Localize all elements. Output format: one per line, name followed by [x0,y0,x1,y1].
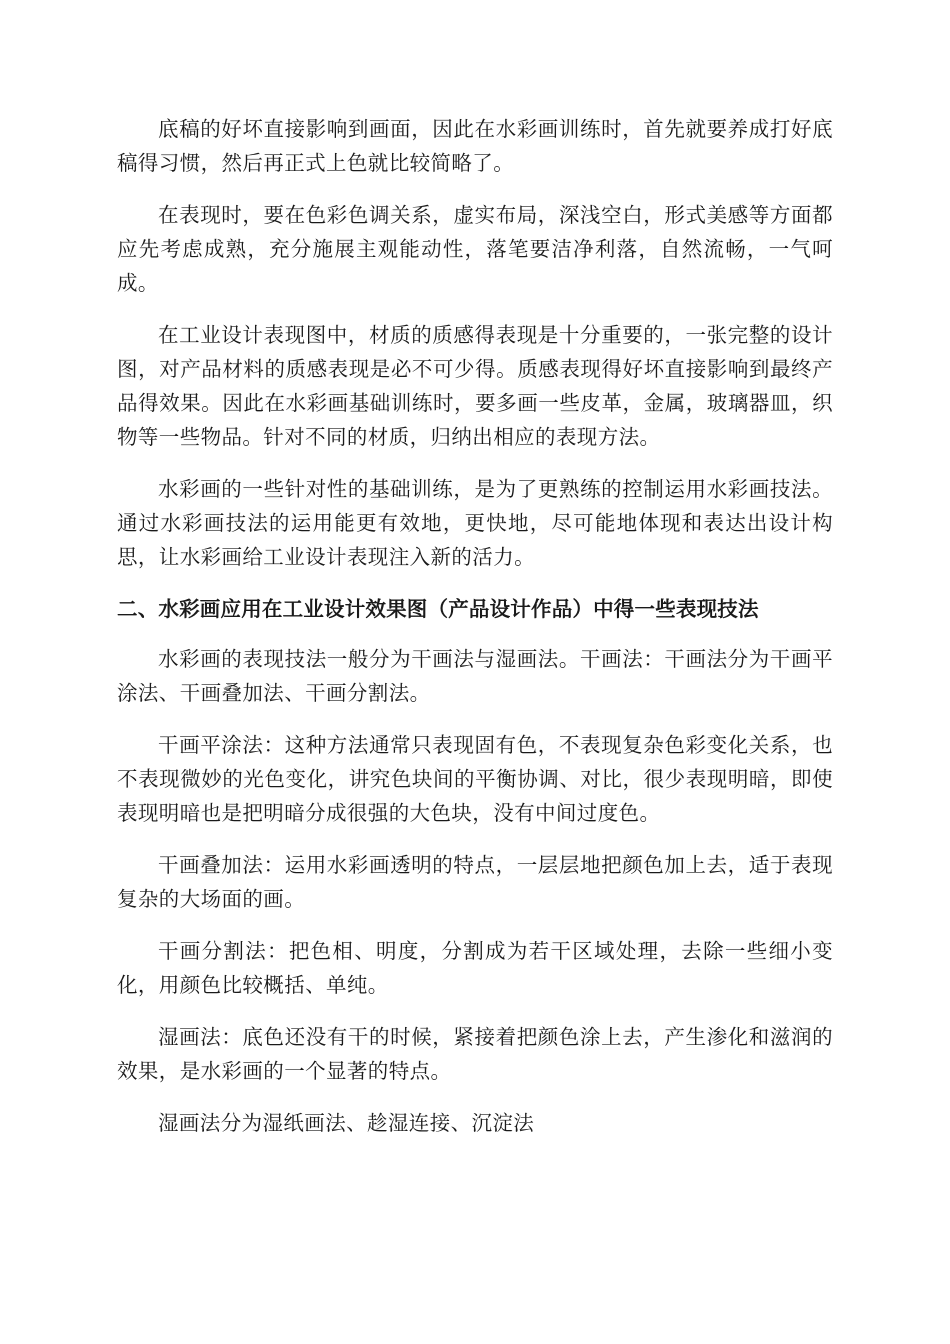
paragraph-basic-training: 水彩画的一些针对性的基础训练，是为了更熟练的控制运用水彩画技法。通过水彩画技法的运用能更有效地，更快地，尽可能地体现和表达出设计构思，让水彩画给工业设计表现注入新的活力。 [117,477,833,569]
paragraph-dry-layering: 干画叠加法：运用水彩画透明的特点，一层层地把颜色加上去，适于表现复杂的大场面的画。 [117,853,833,911]
paragraph-dry-division: 干画分割法：把色相、明度，分割成为若干区域处理，去除一些细小变化，用颜色比较概括、单纯。 [117,939,833,997]
paragraph-dry-flat: 干画平涂法：这种方法通常只表现固有色，不表现复杂色彩变化关系，也不表现微妙的光色变化，讲究色块间的平衡协调、对比，很少表现明暗，即使表现明暗也是把明暗分成很强的大色块，没有中间过度色。 [117,733,833,825]
paragraph-wet-method: 湿画法：底色还没有干的时候，紧接着把颜色涂上去，产生渗化和滋润的效果，是水彩画的一个显著的特点。 [117,1025,833,1083]
section-heading: 二、水彩画应用在工业设计效果图（产品设计作品）中得一些表现技法 [117,597,759,621]
paragraph-wet-types: 湿画法分为湿纸画法、趁湿连接、沉淀法 [158,1111,535,1135]
document-page [117,112,833,1158]
paragraph-draft-importance: 底稿的好坏直接影响到画面，因此在水彩画训练时，首先就要养成打好底稿得习惯，然后再正式上色就比较简略了。 [117,117,833,175]
paragraph-expression-planning: 在表现时，要在色彩色调关系，虚实布局，深浅空白，形式美感等方面都应先考虑成熟，充分施展主观能动性，落笔要洁净利落，自然流畅，一气呵成。 [117,203,833,295]
paragraph-material-texture: 在工业设计表现图中，材质的质感得表现是十分重要的，一张完整的设计图，对产品材料的质感表现是必不可少得。质感表现得好坏直接影响到最终产品得效果。因此在水彩画基础训练时，要多画一些皮革，金属，玻璃器皿，织物等一些物品。针对不同的材质，归纳出相应的表现方法。 [117,323,833,449]
paragraph-techniques-overview: 水彩画的表现技法一般分为干画法与湿画法。干画法：干画法分为干画平涂法、干画叠加法、干画分割法。 [117,647,833,705]
